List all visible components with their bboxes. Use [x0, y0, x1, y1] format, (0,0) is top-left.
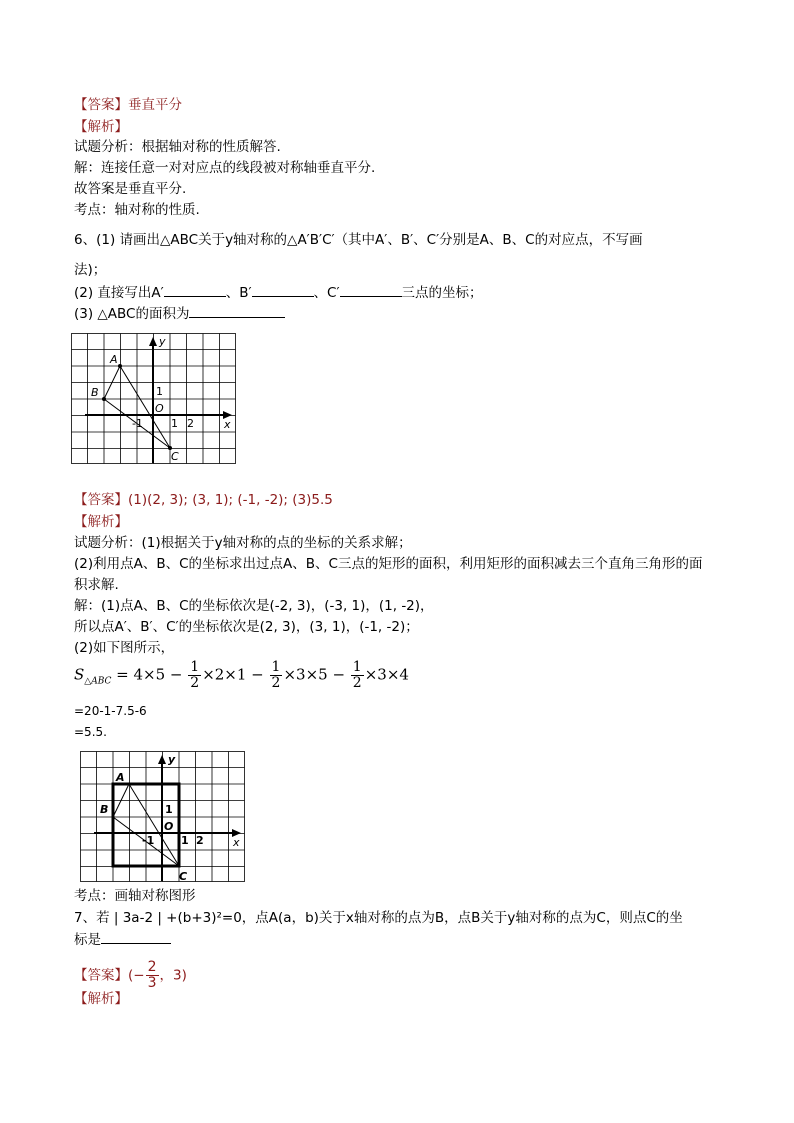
calc-line: =20-1-7.5-6	[74, 704, 147, 718]
answer-blank	[164, 283, 226, 297]
tick-1-y: 1	[165, 803, 173, 816]
fraction: $\frac{1}{2}$	[271, 659, 281, 691]
fraction: $\frac{2}{3}$	[147, 959, 157, 991]
label-a: A	[110, 353, 118, 366]
label-o: O	[164, 820, 174, 833]
tick-2-x: 2	[187, 417, 194, 430]
tick-1-x: 1	[181, 834, 189, 847]
question-6-line-1: 6、(1) 请画出△ABC关于y轴对称的△A′B′C′（其中A′、B′、C′分别是A、B、C的对应点，不写画	[74, 232, 643, 248]
analysis-line: (2)如下图所示，	[74, 640, 175, 656]
question-7-line-1: 7、若 | 3a-2 | +(b+3)²=0，点A(a，b)关于x轴对称的点为B，点B关于y轴对称的点为C，则点C的坐	[74, 910, 683, 926]
tick-neg1-x: -1	[132, 417, 143, 430]
answer-line-2	[74, 491, 333, 509]
answer-blank	[340, 283, 402, 297]
label-x: x	[224, 418, 231, 431]
analysis-tag: 【解析】	[74, 991, 128, 1007]
analysis-line: 所以点A′、B′、C′的坐标依次是(2, 3)，(3, 1)，(-1, -2)；	[74, 619, 419, 635]
analysis-line: (2)利用点A、B、C的坐标求出过点A、B、C三点的矩形的面积，利用矩形的面积减去三个直角三角形的面	[74, 556, 703, 572]
label-x: x	[233, 836, 240, 849]
label-b: B	[91, 386, 99, 399]
kaodian-line: 考点：画轴对称图形	[74, 888, 196, 904]
label-y: y	[168, 753, 176, 766]
analysis-line: 试题分析：根据轴对称的性质解答.	[74, 139, 281, 155]
question-6-line-4: (3) △ABC的面积为	[74, 304, 285, 323]
question-7-line-2: 标是	[74, 930, 171, 949]
tick-neg1-x: -1	[142, 834, 155, 847]
label-c: C	[171, 450, 179, 463]
answer-text: (1)(2, 3); (3, 1); (-1, -2); (3)5.5	[128, 492, 333, 508]
answer-line-3: 【答案】(− $\frac{2}{3}$ ，3)	[74, 959, 187, 991]
coordinate-grid-figure-2	[80, 751, 246, 883]
analysis-line: 解：连接任意一对对应点的线段被对称轴垂直平分.	[74, 160, 376, 176]
analysis-line: 考点：轴对称的性质.	[74, 202, 200, 218]
answer-blank	[189, 304, 285, 318]
answer-tag: 【答案】	[74, 492, 128, 508]
tick-1-x: 1	[171, 417, 178, 430]
coordinate-grid-figure-1	[71, 333, 237, 465]
label-b: B	[100, 803, 109, 816]
answer-blank	[252, 283, 314, 297]
answer-tag: 【答案】	[74, 97, 128, 113]
answer-tag: 【答案】	[74, 967, 128, 984]
analysis-line: 试题分析：(1)根据关于y轴对称的点的坐标的关系求解；	[74, 535, 412, 551]
analysis-line: 解：(1)点A、B、C的坐标依次是(-2, 3)，(-3, 1)，(1, -2)，	[74, 598, 434, 614]
point-b	[102, 397, 106, 401]
question-6-line-3: (2) 直接写出A′ 、B′ 、C′ 三点的坐标；	[74, 285, 483, 301]
label-y: y	[159, 335, 166, 348]
question-6-line-2: 法)；	[74, 262, 107, 278]
label-o: O	[155, 402, 164, 415]
calc-line: =5.5.	[74, 725, 107, 739]
answer-line-1	[74, 96, 182, 114]
point-a	[118, 364, 122, 368]
answer-blank	[101, 930, 171, 944]
analysis-line: 积求解.	[74, 577, 119, 593]
fraction: $\frac{1}{2}$	[352, 659, 362, 691]
tick-2-x: 2	[196, 834, 204, 847]
answer-text: 垂直平分	[128, 97, 182, 113]
label-c: C	[179, 870, 188, 883]
label-a: A	[116, 771, 125, 784]
area-formula: $S_{\triangle ABC} = 4\times 5$ − $\frac{1}{2}$ ×2×1 − $\frac{1}{2}$ ×3×5 − $\frac{1}{2}$ ×3×4	[74, 659, 409, 691]
tick-1-y: 1	[156, 385, 163, 398]
analysis-line: 故答案是垂直平分.	[74, 181, 187, 197]
analysis-tag: 【解析】	[74, 119, 128, 135]
fraction: $\frac{1}{2}$	[190, 659, 200, 691]
analysis-tag: 【解析】	[74, 514, 128, 530]
